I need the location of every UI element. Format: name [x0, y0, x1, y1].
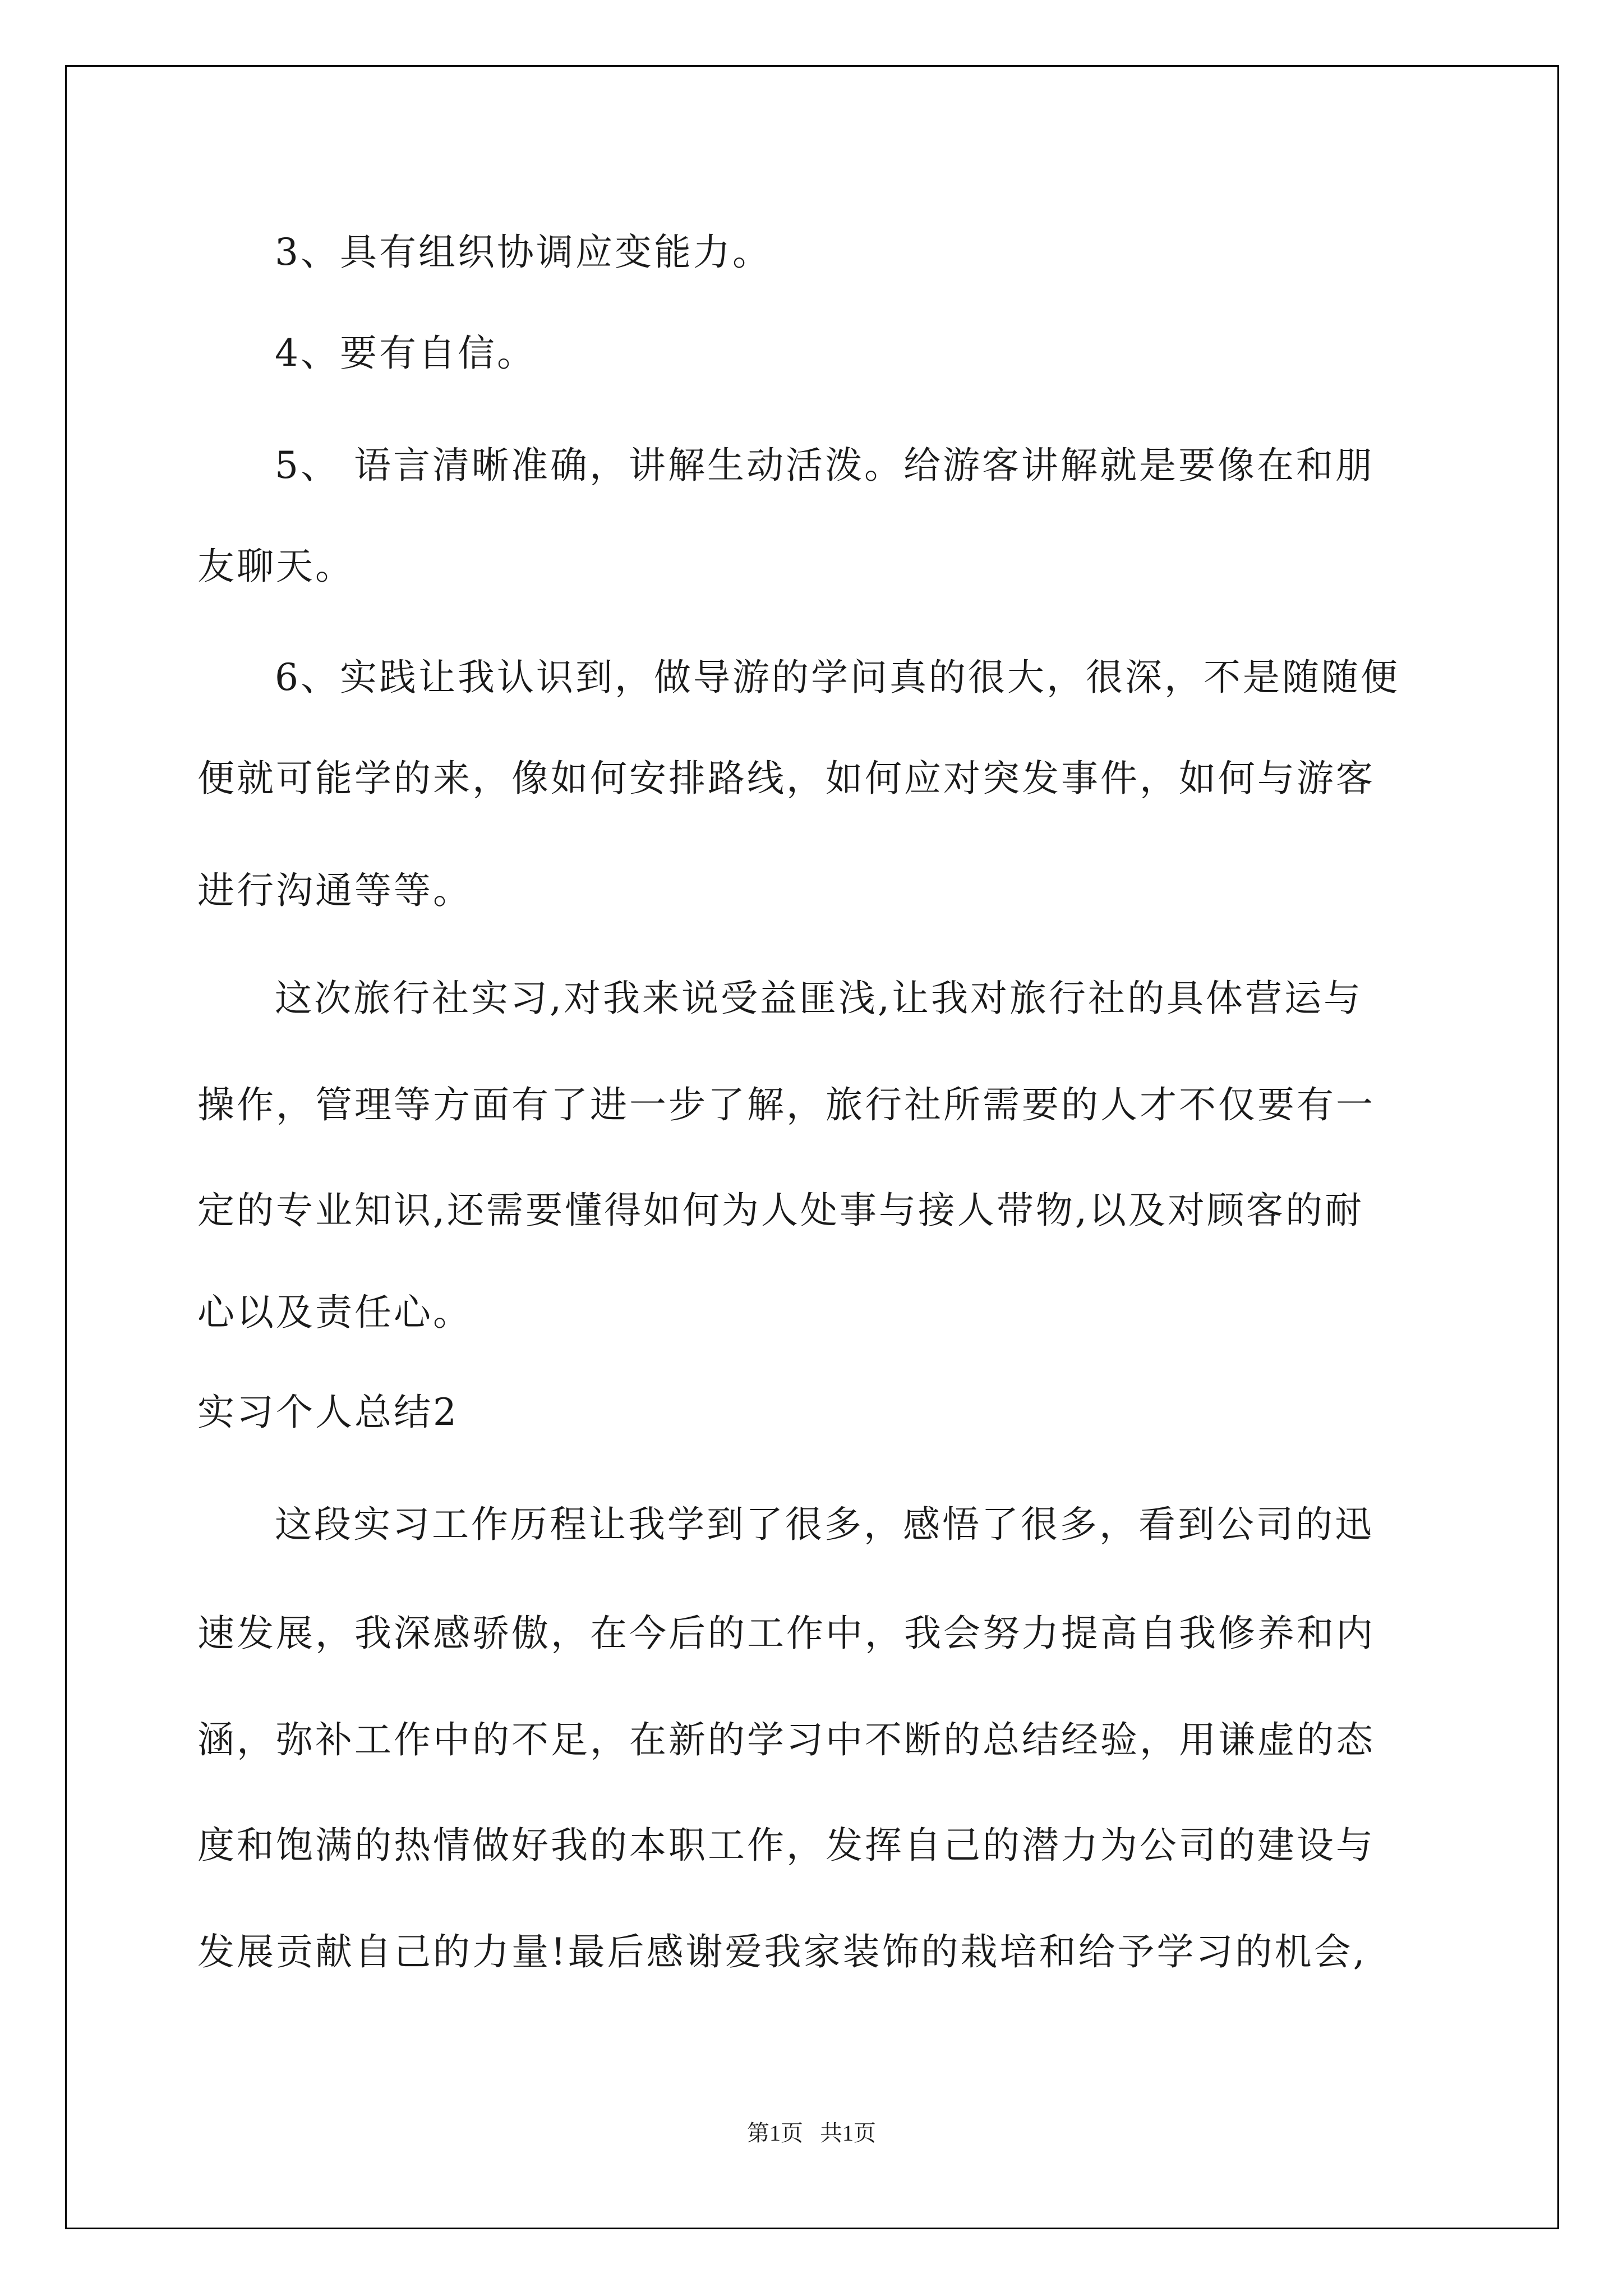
page-footer: 第1页 共1页 — [747, 2120, 876, 2146]
page-border — [65, 65, 1559, 2229]
paragraph-line: 涵，弥补工作中的不足，在新的学习中不断的总结经验，用谦虚的态 — [197, 1718, 1375, 1761]
paragraph-line: 发展贡献自己的力量!最后感谢爱我家装饰的栽培和给予学习的机会, — [197, 1930, 1367, 1973]
paragraph-line: 6、实践让我认识到，做导游的学问真的很大，很深，不是随随便 — [275, 656, 1400, 699]
paragraph-line: 定的专业知识,还需要懂得如何为人处事与接人带物,以及对顾客的耐 — [197, 1189, 1364, 1232]
paragraph-line: 这次旅行社实习,对我来说受益匪浅,让我对旅行社的具体营运与 — [275, 977, 1363, 1020]
paragraph-line: 这段实习工作历程让我学到了很多，感悟了很多，看到公司的迅 — [275, 1503, 1374, 1546]
paragraph-line: 3、具有组织协调应变能力。 — [275, 231, 772, 274]
section-heading: 实习个人总结2 — [197, 1391, 459, 1434]
paragraph-line: 便就可能学的来，像如何安排路线，如何应对突发事件，如何与游客 — [197, 757, 1375, 800]
paragraph-line: 速发展，我深感骄傲，在今后的工作中，我会努力提高自我修养和内 — [197, 1612, 1375, 1655]
paragraph-line: 4、要有自信。 — [275, 332, 536, 375]
paragraph-line: 5、 语言清晰准确，讲解生动活泼。给游客讲解就是要像在和朋 — [275, 444, 1375, 487]
paragraph-line: 进行沟通等等。 — [197, 869, 472, 912]
paragraph-line: 心以及责任心。 — [197, 1291, 472, 1334]
paragraph-line: 友聊天。 — [197, 545, 354, 588]
paragraph-line: 度和饱满的热情做好我的本职工作，发挥自己的潜力为公司的建设与 — [197, 1824, 1375, 1867]
paragraph-line: 操作，管理等方面有了进一步了解，旅行社所需要的人才不仅要有一 — [197, 1083, 1375, 1126]
